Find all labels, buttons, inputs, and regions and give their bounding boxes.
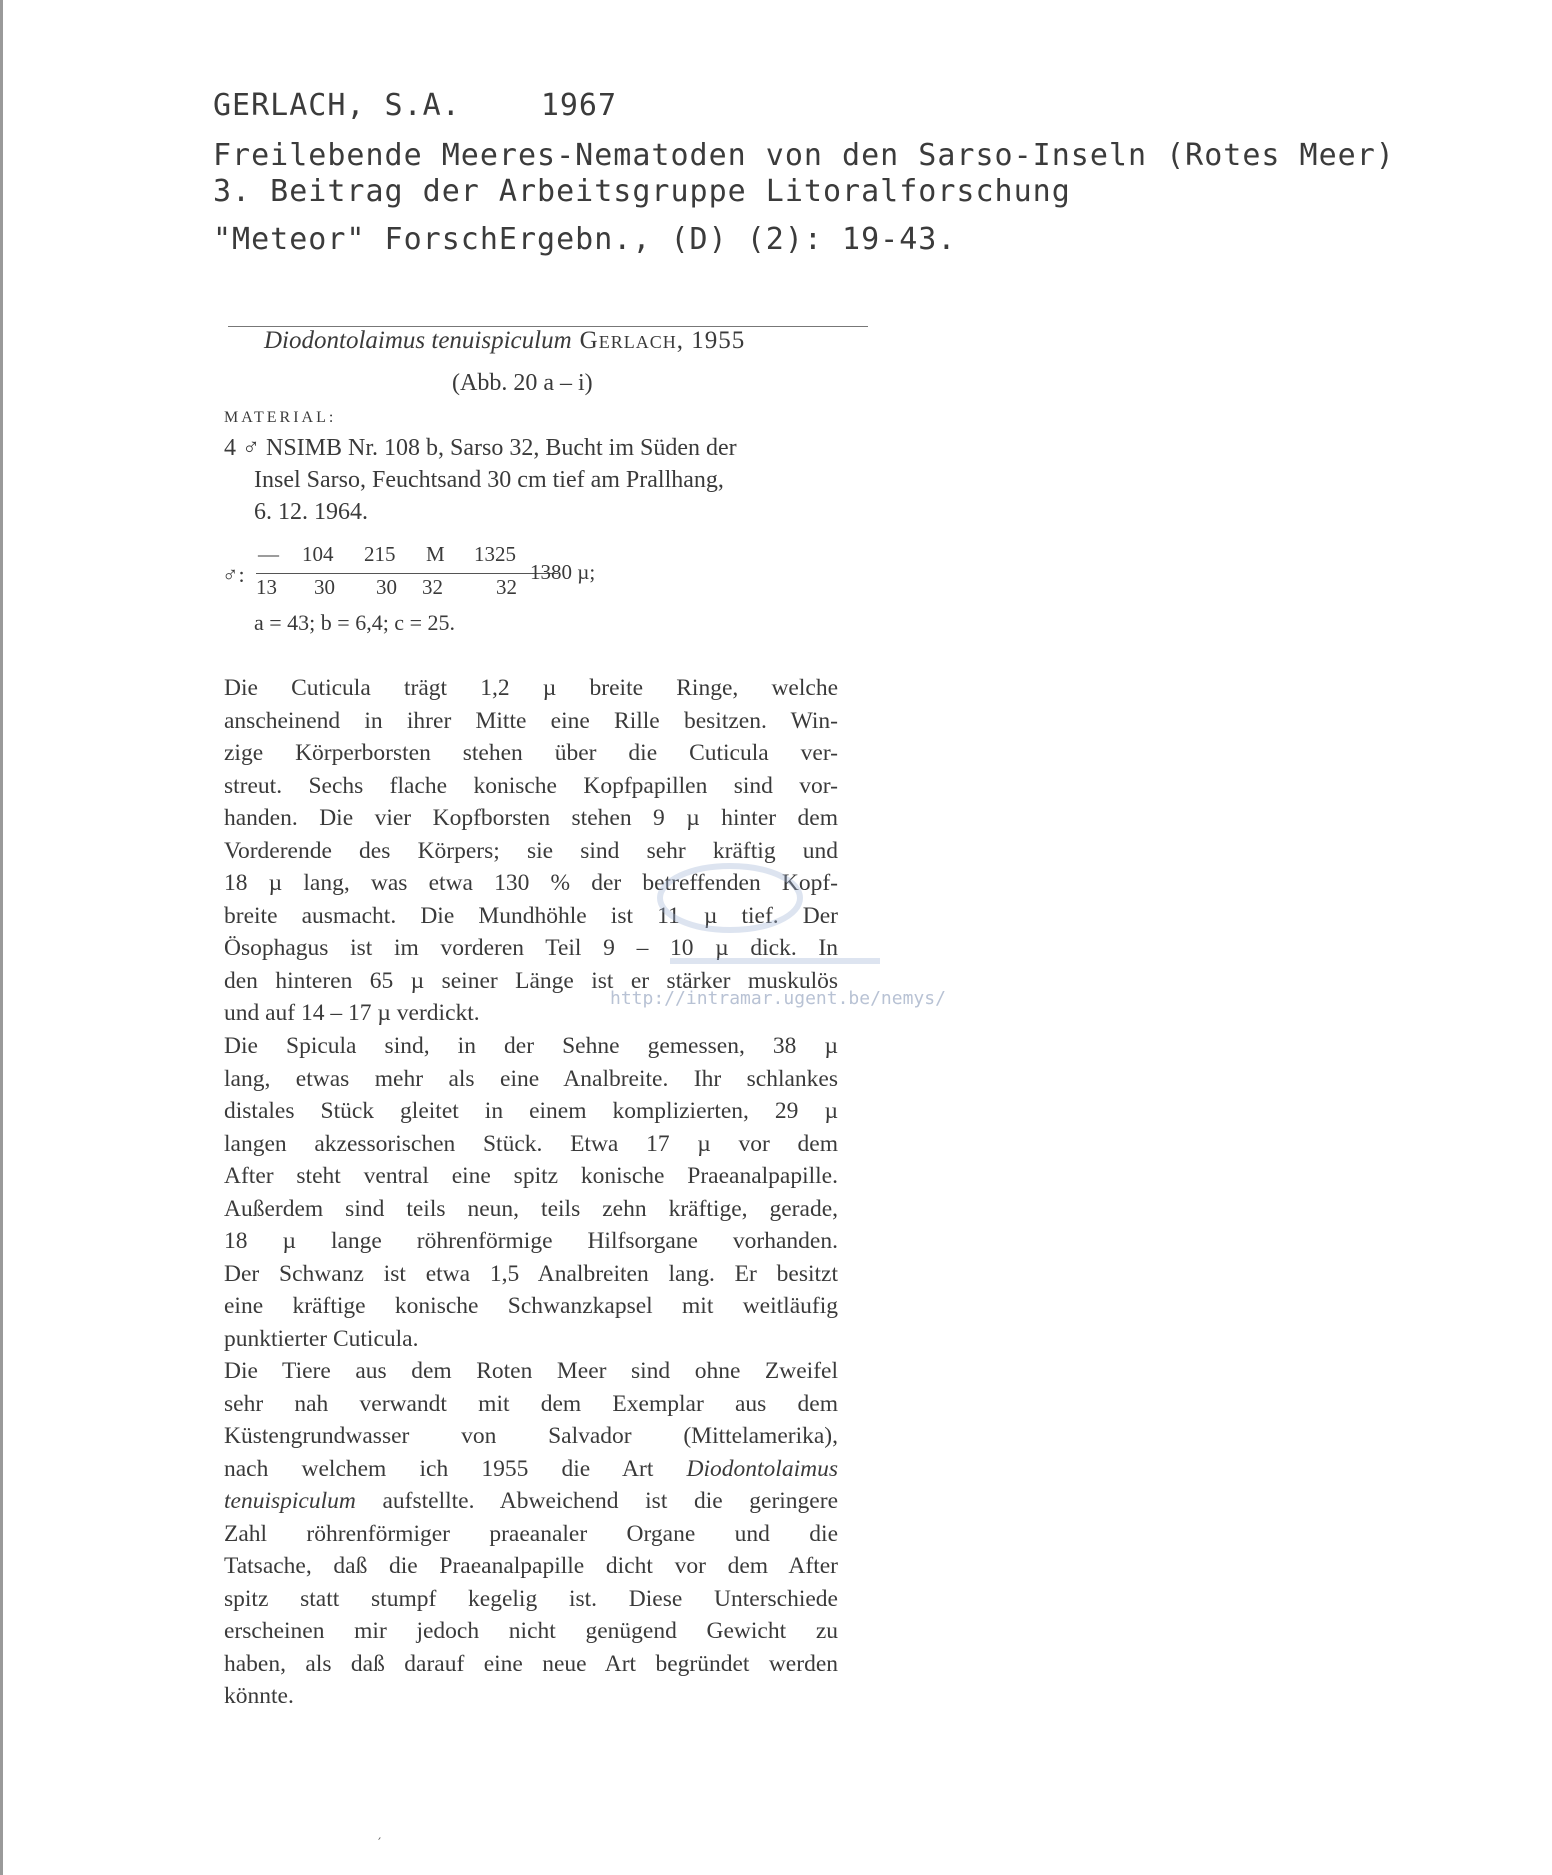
text-line: sehr nah verwandt mit dem Exemplar aus dem (224, 1390, 838, 1417)
material-line: Insel Sarso, Feuchtsand 30 cm tief am Prallhang, (254, 467, 724, 493)
text-line: haben, als daß darauf eine neue Art begründet werden (224, 1650, 838, 1677)
spicula-paragraph (224, 1030, 838, 1355)
text-line (224, 1485, 838, 1518)
text-line: langen akzessorischen Stück. Etwa 17 µ vor dem (224, 1130, 838, 1157)
text-line: Zahl röhrenförmiger praeanaler Organe und die (224, 1520, 838, 1547)
formula-top-value: 1325 (474, 542, 516, 566)
text-line: punktierter Cuticula. (224, 1325, 419, 1352)
text-line: Die Tiere aus dem Roten Meer sind ohne Zweifel (224, 1358, 838, 1384)
formula-top-value: — (258, 542, 279, 566)
text-line: handen. Die vier Kopfborsten stehen 9 µ hinter dem (224, 805, 838, 831)
formula-total-length: 1380 µ; (530, 560, 596, 584)
measurement-formula (222, 542, 642, 602)
formula-bottom-value: 30 (376, 575, 397, 599)
material-line: 6. 12. 1964. (254, 499, 368, 525)
formula-ratios: a = 43; b = 6,4; c = 25. (254, 610, 455, 635)
text-run: aufstellte. Abweichend ist die geringere (355, 1488, 838, 1514)
formula-top-value: 215 (364, 542, 396, 566)
formula-bottom-value: 30 (314, 575, 335, 599)
watermark-url: http://intramar.ugent.be/nemys/ (610, 988, 946, 1009)
formula-top-value: 104 (302, 542, 334, 566)
text-line: erscheinen mir jedoch nicht genügend Gewicht zu (224, 1618, 838, 1644)
discussion-paragraph (224, 1355, 838, 1713)
species-author: Gerlach, 1955 (579, 327, 746, 354)
text-line: spitz statt stumpf kegelig ist. Diese Unterschiede (224, 1585, 838, 1612)
text-line: zige Körperborsten stehen über die Cuticula ver- (224, 740, 838, 766)
text-line: den hinteren 65 µ seiner Länge ist er stärker muskulös (224, 967, 838, 994)
text-line: lang, etwas mehr als eine Analbreite. Ihr schlankes (224, 1065, 838, 1092)
text-line: eine kräftige konische Schwanzkapsel mit weitläufig (224, 1293, 838, 1319)
text-line: breite ausmacht. Die Mundhöhle ist 11 µ tief. Der (224, 902, 838, 929)
formula-bottom-value: 32 (496, 575, 517, 599)
citation-journal: "Meteor" ForschErgebn., (D) (2): 19-43. (213, 222, 957, 257)
text-line: Vorderende des Körpers; sie sind sehr kräftig und (224, 837, 838, 864)
text-line: 18 µ lang, was etwa 130 % der betreffenden Kopf- (224, 870, 838, 896)
scan-left-edge (0, 0, 3, 1875)
text-line: Die Spicula sind, in der Sehne gemessen, 38 µ (224, 1033, 838, 1059)
citation-year: 1967 (540, 88, 618, 123)
material-line: 4 ♂ NSIMB Nr. 108 b, Sarso 32, Bucht im Süden der (224, 435, 737, 461)
text-line: Der Schwanz ist etwa 1,5 Analbreiten lang. Er besitzt (224, 1260, 838, 1287)
citation-title-line1: Freilebende Meeres-Nematoden von den Sarso-Inseln (Rotes Meer) (213, 138, 1395, 173)
text-line: Küstengrundwasser von Salvador (Mittelamerika), (224, 1423, 838, 1449)
formula-fraction-line (256, 573, 558, 574)
formula-sex-symbol: ♂: (222, 562, 245, 587)
text-line: After steht ventral eine spitz konische Praeanalpapille. (224, 1163, 838, 1189)
text-line: anscheinend in ihrer Mitte eine Rille besitzen. Win- (224, 707, 838, 734)
genus-name: Diodontolaimus (686, 1455, 838, 1482)
text-line: Tatsache, daß die Praeanalpapille dicht vor dem After (224, 1553, 838, 1579)
figure-reference: (Abb. 20 a – i) (452, 370, 593, 396)
text-line: streut. Sechs flache konische Kopfpapillen sind vor- (224, 772, 838, 799)
citation-author-year (213, 88, 617, 123)
species-heading (264, 327, 745, 355)
text-line: distales Stück gleitet in einem komplizierten, 29 µ (224, 1098, 838, 1124)
material-block (224, 432, 844, 528)
watermark-logo (650, 858, 880, 988)
text-line: könnte. (224, 1683, 294, 1709)
formula-top-value: M (426, 542, 445, 566)
formula-bottom-value: 13 (256, 575, 277, 599)
species-epithet: tenuispiculum (224, 1488, 356, 1514)
citation-title-line2: 3. Beitrag der Arbeitsgruppe Litoralforschung (213, 174, 1071, 209)
citation-author: GERLACH, S.A. (213, 88, 461, 123)
scan-speck: ′ (378, 1836, 382, 1852)
material-heading: MATERIAL: (224, 409, 337, 426)
species-name: Diodontolaimus tenuispiculum (264, 327, 572, 354)
text-line: 18 µ lange röhrenförmige Hilfsorgane vorhanden. (224, 1228, 838, 1254)
text-run: nach welchem ich 1955 die Art (224, 1455, 687, 1482)
text-line: Die Cuticula trägt 1,2 µ breite Ringe, welche (224, 675, 838, 701)
formula-bottom-value: 32 (422, 575, 443, 599)
text-line (224, 1453, 838, 1486)
text-line: und auf 14 – 17 µ verdickt. (224, 1000, 480, 1026)
text-line: Außerdem sind teils neun, teils zehn kräftige, gerade, (224, 1195, 838, 1222)
text-line: Ösophagus ist im vorderen Teil 9 – 10 µ dick. In (224, 935, 838, 961)
